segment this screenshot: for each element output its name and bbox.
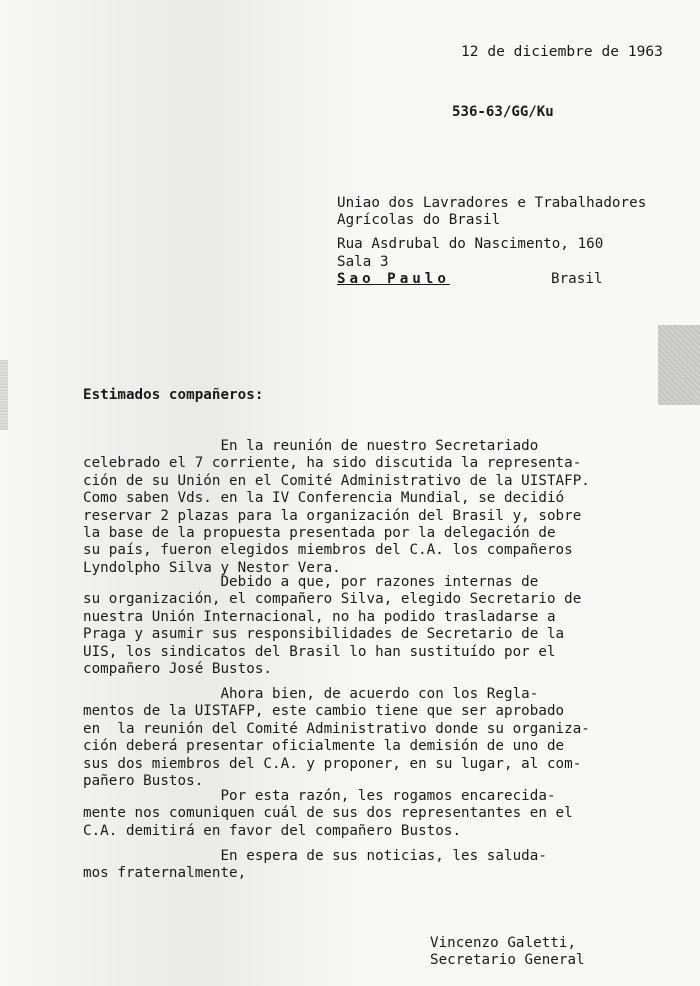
body-text-line: Debido a que, por razones internas de: [83, 574, 539, 590]
body-text-line: UIS, los sindicatos del Brasil lo han sustituído por el: [83, 643, 556, 660]
body-text-line: Como saben Vds. en la IV Conferencia Mundial, se decidió: [83, 490, 565, 507]
recipient-city: Sao Paulo: [337, 271, 450, 287]
body-text-line: su organización, el compañero Silva, elegido Secretario de: [83, 591, 582, 608]
body-text-line: ción de su Unión en el Comité Administrativo de la UISTAFP.: [83, 472, 590, 489]
body-text-line: Lyndolpho Silva y Nestor Vera.: [83, 559, 341, 576]
recipient-line: Uniao dos Lavradores e Trabalhadores: [337, 195, 647, 211]
recipient-line: Agrícolas do Brasil: [337, 212, 501, 228]
reference-number: 536-63/GG/Ku: [452, 104, 554, 120]
body-text-line: mente nos comuniquen cuál de sus dos representantes en el: [83, 805, 573, 822]
scan-smudge: [658, 325, 700, 405]
body-text-line: celebrado el 7 corriente, ha sido discutida la representa-: [83, 455, 582, 472]
recipient-country: Brasil: [551, 271, 603, 287]
signature-title: Secretario General: [430, 952, 585, 968]
body-text-line: la base de la propuesta presentada por la delegación de: [83, 525, 556, 541]
scan-smudge: [0, 360, 8, 430]
letter-date: 12 de diciembre de 1963: [461, 44, 663, 60]
salutation: Estimados compañeros:: [83, 387, 264, 403]
body-text-line: Por esta razón, les rogamos encarecida-: [83, 788, 556, 804]
body-text-line: En espera de sus noticias, les saluda-: [83, 848, 547, 864]
body-text-line: Ahora bien, de acuerdo con los Regla-: [83, 686, 539, 702]
body-text-line: en la reunión del Comité Administrativo donde su organiza-: [83, 720, 590, 737]
signature-name: Vincenzo Galetti,: [430, 935, 577, 951]
body-text-line: sus dos miembros del C.A. y proponer, en su lugar, al com-: [83, 755, 582, 772]
body-text-line: mentos de la UISTAFP, este cambio tiene que ser aprobado: [83, 703, 565, 720]
body-text-line: En la reunión de nuestro Secretariado: [83, 438, 539, 454]
body-text-line: C.A. demitirá en favor del compañero Bustos.: [83, 822, 462, 839]
body-text-line: Praga y asumir sus responsibilidades de Secretario de la: [83, 626, 565, 643]
body-text-line: mos fraternalmente,: [83, 865, 247, 882]
recipient-address: Rua Asdrubal do Nascimento, 160: [337, 236, 604, 252]
body-text-line: compañero José Bustos.: [83, 661, 273, 677]
body-text-line: reservar 2 plazas para la organización del Brasil y, sobre: [83, 507, 582, 524]
body-text-line: pañero Bustos.: [83, 773, 204, 789]
body-text-line: nuestra Unión Internacional, no ha podido trasladarse a: [83, 608, 556, 625]
recipient-address: Sala 3: [337, 254, 389, 270]
body-text-line: su país, fueron elegidos miembros del C.A. los compañeros: [83, 542, 573, 559]
body-text-line: ción deberá presentar oficialmente la demisión de uno de: [83, 738, 565, 755]
